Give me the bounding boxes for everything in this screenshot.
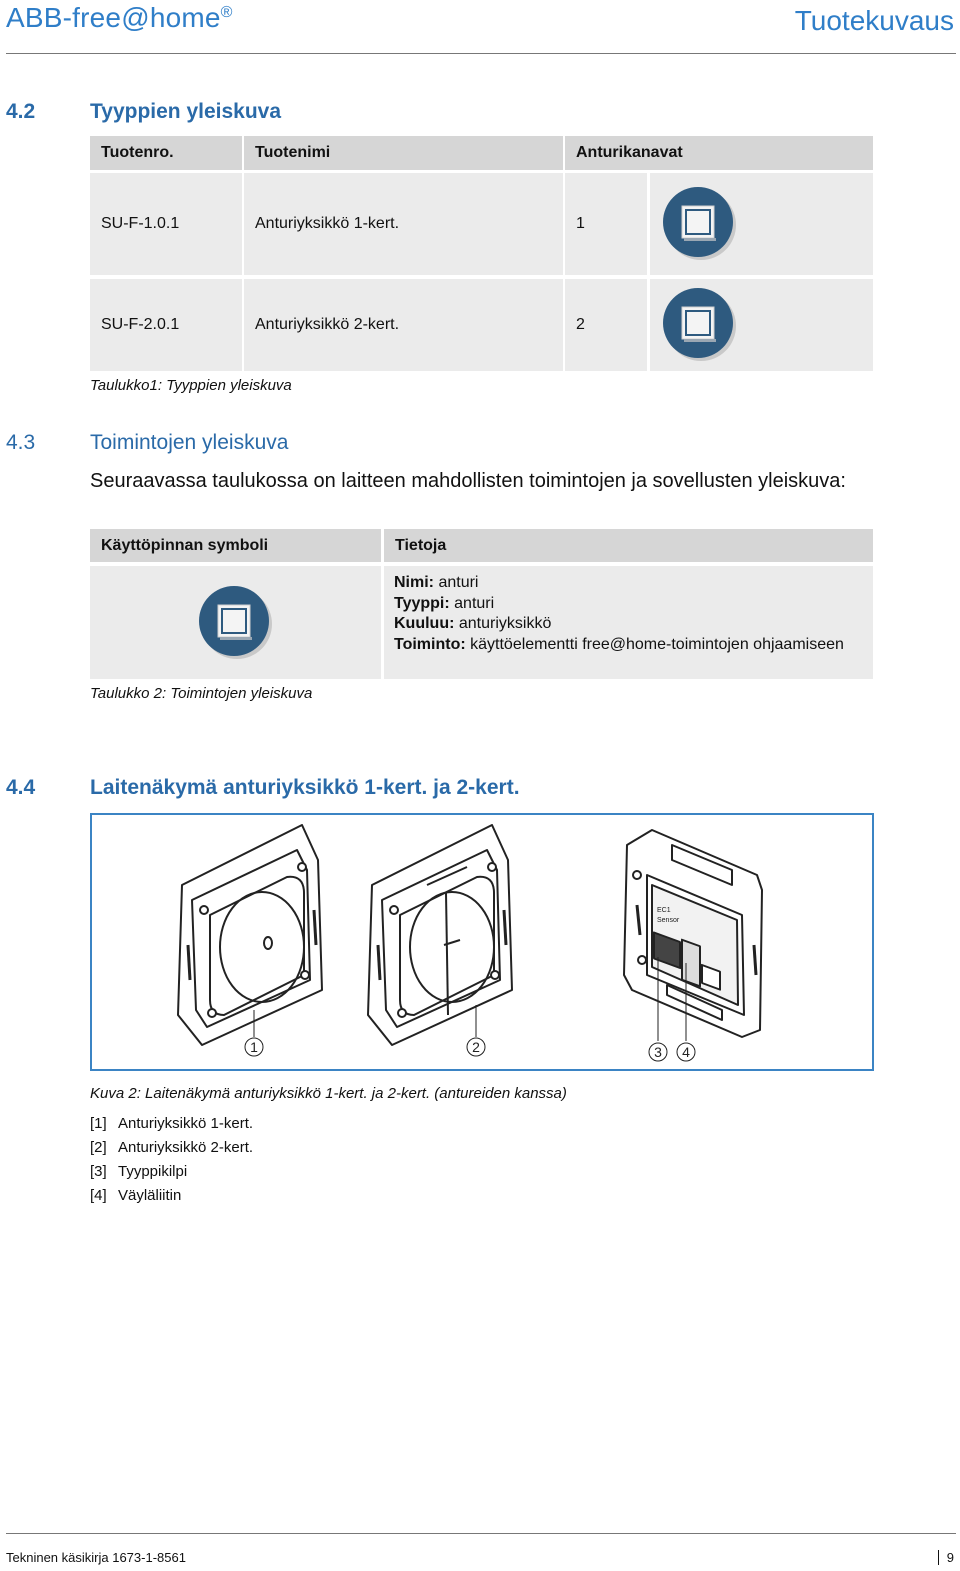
- table2-caption: Taulukko 2: Toimintojen yleiskuva: [90, 685, 313, 702]
- info-type: Tyyppi: anturi: [394, 594, 495, 612]
- table1-row1-symbol: [650, 173, 873, 275]
- table1-row2-channels: 2: [565, 279, 647, 371]
- info-belongs: Kuuluu: anturiyksikkö: [394, 615, 552, 632]
- table1-row1-name: Anturiyksikkö 1-kert.: [244, 173, 563, 275]
- device-label-sensor: Sensor: [657, 917, 680, 924]
- info-function: Toiminto: käyttöelementti free@home-toimintojen ohjaamiseen: [394, 635, 844, 653]
- table2-header-info: Tietoja: [384, 529, 873, 562]
- table1-row2-nr: SU-F-2.0.1: [90, 279, 242, 371]
- table1-row2-symbol: [650, 279, 873, 371]
- brand-title: ABB-free@home®: [6, 2, 233, 33]
- device-1-drawing: [178, 825, 322, 1045]
- footer-rule: [6, 1533, 956, 1534]
- table2-header-symbol: Käyttöpinnan symboli: [90, 529, 381, 562]
- table1-caption: Taulukko1: Tyyppien yleiskuva: [90, 377, 292, 394]
- callout-2: 2: [472, 1039, 480, 1055]
- sensor-symbol-icon: [662, 287, 738, 363]
- sensor-symbol-icon: [662, 186, 738, 262]
- footer-doc: Tekninen käsikirja 1673-1-8561: [6, 1550, 186, 1565]
- table1-row1-channels: 1: [565, 173, 647, 275]
- figure-caption: Kuva 2: Laitenäkymä anturiyksikkö 1-kert. ja 2-kert. (antureiden kanssa): [90, 1085, 567, 1102]
- table1-row2-name: Anturiyksikkö 2-kert.: [244, 279, 563, 371]
- section-4-3-intro: Seuraavassa taulukossa on laitteen mahdollisten toimintojen ja sovellusten yleiskuva:: [90, 470, 846, 492]
- device-label-ec1: EC1: [657, 907, 671, 914]
- table1-header-channels: Anturikanavat: [565, 136, 873, 170]
- document-type: Tuotekuvaus: [794, 5, 954, 36]
- sensor-symbol-icon: [198, 585, 274, 661]
- header-rule: [6, 53, 956, 54]
- legend-item-3: [3] Tyyppikilpi: [90, 1163, 188, 1180]
- legend-item-1: [1] Anturiyksikkö 1-kert.: [90, 1115, 254, 1132]
- table2-info-text: [394, 573, 854, 655]
- legend-item-2: [2] Anturiyksikkö 2-kert.: [90, 1139, 254, 1156]
- device-2-drawing: [368, 825, 512, 1045]
- callout-1: 1: [250, 1039, 258, 1055]
- legend-item-4: [4] Väyläliitin: [90, 1187, 182, 1204]
- device-drawing: [92, 815, 872, 1069]
- table1-header-name: Tuotenimi: [244, 136, 563, 170]
- device-figure: [90, 813, 874, 1071]
- page-number: 9: [938, 1550, 954, 1565]
- info-name: Nimi: anturi: [394, 574, 479, 591]
- table1-row1-nr: SU-F-1.0.1: [90, 173, 242, 275]
- callout-3: 3: [654, 1044, 662, 1060]
- device-3-drawing: [624, 830, 762, 1037]
- table1-header-nr: Tuotenro.: [90, 136, 242, 170]
- callout-4: 4: [682, 1044, 690, 1060]
- table2-symbol-cell: [90, 566, 381, 679]
